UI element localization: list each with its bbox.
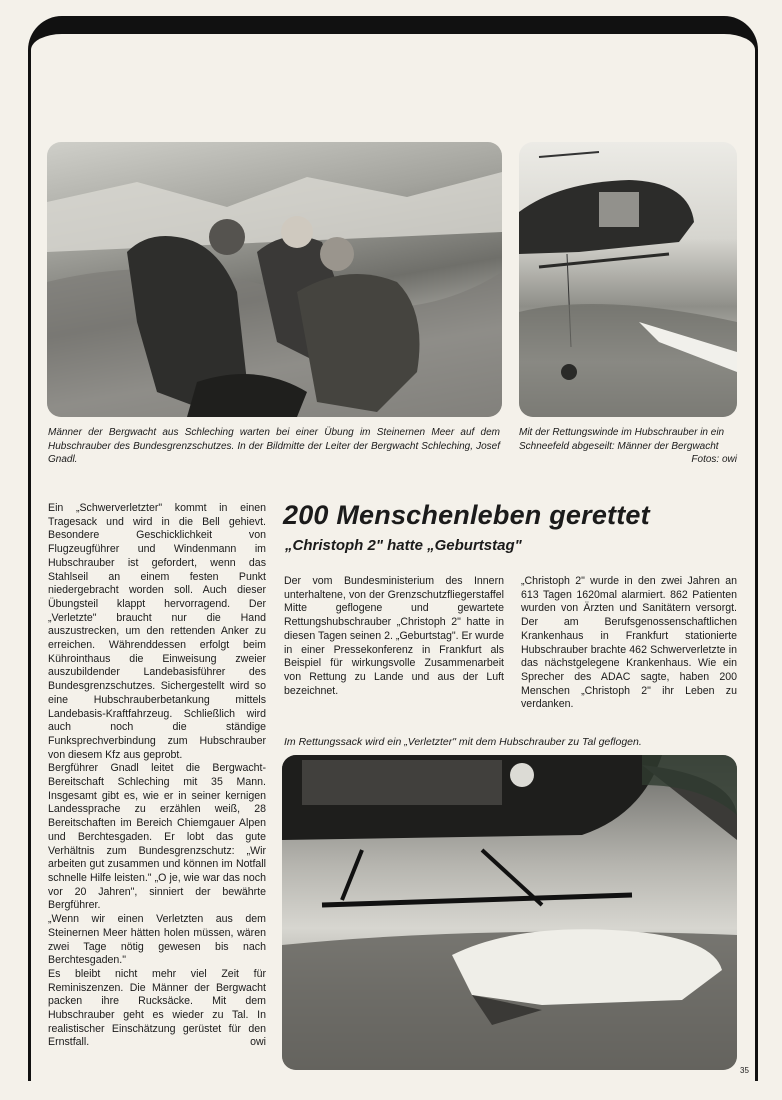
photo-credit: Fotos: owi [691,454,737,465]
left-paragraph-3: „Wenn wir einen Verletzten aus dem Steinernen Meer hätten holen müssen, wären zwei Tage nötig gewesen bis nach Berchtesgaden." [48,913,266,967]
article-subheadline: „Christoph 2" hatte „Geburtstag" [285,537,522,554]
photo-helicopter-illustration [519,142,737,417]
left-paragraph-2: Bergführer Gnadl leitet die Bergwacht-Bereitschaft Schleching mit 35 Mann. Insgesamt gibt es, wie er in seiner kernigen Landessprache zu erzählen weiß, 28 Bereitschaften im Bereich Chiemgauer Alpen und Berchtesgaden. Er lobt das gute Verhältnis zum Bundesgrenzschutz: „Wir arbeiten gut zusammen und können im Notfall schnelle Hilfe leisten." „O je, wie war das noch vor 20 Jahren", sinniert der bewährte Bergführer. [48,762,266,912]
mid-paragraph: Der vom Bundesministerium des Innern unterhaltene, von der Grenzschutzfliegerstaffel Mitte geflogene und gewartete Rettungshubschrauber „Christoph 2" hatte in diesen Tagen seinen 2. „Geburtstag". Er wurde in einer Pressekonferenz in Frankfurt als Beispiel für wirkungsvolle Zusammenarbeit von Rettung zu Lande und aus der Luft bezeichnet. [284,575,504,697]
photo-bergwacht-illustration [47,142,502,417]
left-paragraph-4 [48,968,266,1050]
photo1-caption: Männer der Bergwacht aus Schleching warten bei einer Übung im Steinernen Meer auf dem Hubschrauber des Bundesgrenzschutzes. In der Bildmitte der Leiter der Bergwacht Schleching, Josef Gnadl. [48,427,500,465]
left-paragraph-4-text: Es bleibt nicht mehr viel Zeit für Reminiszenzen. Die Männer der Bergwacht packen ihre Rucksäcke. Mit dem Hubschrauber geht es wieder zu Tal. In realistischer Einschätzung gerüstet für den Ernstfall. [48,967,266,1049]
article-mid-column [284,575,504,698]
photo3-caption: Im Rettungssack wird ein „Verletzter" mit dem Hubschrauber zu Tal geflogen. [284,736,642,748]
right-paragraph: „Christoph 2" wurde in den zwei Jahren an 613 Tagen 1620mal alarmiert. 862 Patienten wurden von Ärzten und Sanitätern versorgt. Der am Berufsgenossenschaftlichen Krankenhaus in Frankfurt stationierte Hubschrauber brachte 462 Schwerverletzte in das nächstgelegene Krankenhaus. Wie ein Sprecher des ADAC sagte, haben 200 Menschen „Christoph 2" ihr Leben zu verdanken. [521,575,737,711]
article-headline: 200 Menschenleben gerettet [283,500,650,530]
photo-rescue-sack [282,755,737,1070]
photo2-caption [519,426,737,467]
article-left-column [48,502,266,1050]
photo-helicopter-winch [519,142,737,417]
photo2-caption-text: Mit der Rettungswinde im Hubschrauber in ein Schneefeld abgeseilt: Männer der Bergwacht [519,427,725,452]
photo-rescue-illustration [282,755,737,1070]
photo-bergwacht-team [47,142,502,417]
article-right-column [521,575,737,712]
page-number: 35 [740,1066,749,1075]
left-paragraph-1: Ein „Schwerverletzter" kommt in einen Tragesack und wird in die Bell gehievt. Besondere Geschicklichkeit von Flugzeugführer und Windenmann im Hubschrauber ist gefordert, wenn das Stahlseil an einem festen Punkt niedergebracht worden soll. Auch dieser Übungsteil klappt hervorragend. Der „Verletzte" braucht nur die Hand auszustrecken, um den rettenden Anker zu erreichen. Währenddessen erfolgt beim Kührointhaus die Einweisung zweier auszubildender Landebasisführer des Bundesgrenzschutzes. Sichergestellt wird so eine Hubschrauberbetankung mittels Landebasis-Kraftfahrzeug. Schließlich wird auch noch die ständige Funksprechverbindung zum Hubschrauber von diesem Kfz aus geprobt. [48,502,266,761]
author-signature: owi [250,1036,266,1049]
